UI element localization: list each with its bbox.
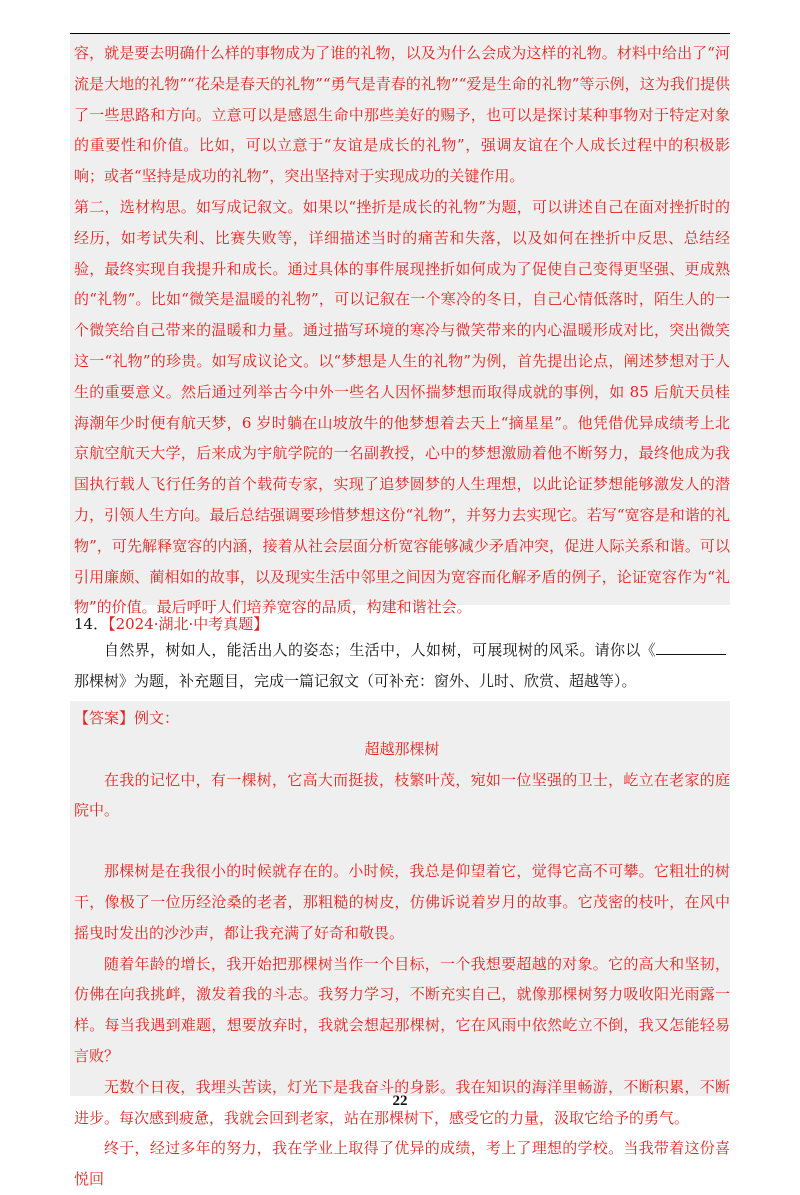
question-source-tag: 【2024·湖北·中考真题】 — [108, 615, 269, 633]
essay-paragraph: 那棵树是在我很小的时候就存在的。小时候，我总是仰望着它，觉得它高不可攀。它粗壮的树干，像极了一位历经沧桑的老者，那粗糙的树皮，仿佛诉说着岁月的故事。它茂密的枝叶，在风中摇曳时发出的沙沙声，都让我充满了好奇和敬畏。 — [74, 862, 730, 942]
analysis-block — [70, 34, 730, 617]
essay-title: 超越那棵树 — [364, 739, 440, 758]
essay-paragraph: 无数个日夜，我埋头苦读，灯光下是我奋斗的身影。我在知识的海洋里畅游，不断积累，不断进步。每次感到疲惫，我就会回到老家，站在那棵树下，感受它的力量，汲取它给予的勇气。 — [74, 1077, 730, 1127]
analysis-paragraph: 第二，选材构思。如写成记叙文。如果以“挫折是成长的礼物”为题，可以讲述自己在面对挫折时的经历，如考试失利、比赛失败等，详细描述当时的痛苦和失落，以及如何在挫折中反思、总结经验，最终实现自我提升和成长。通过具体的事件展现挫折如何成为了促使自己变得更坚强、更成熟的“礼物”。比如“微笑是温暖的礼物”，可以记叙在一个寒冷的冬日，自己心情低落时，陌生人的一个微笑给自己带来的温暖和力量。通过描写环境的寒冷与微笑带来的内心温暖形成对比，突出微笑这一“礼物”的珍贵。如写成议论文。以“梦想是人生的礼物”为例，首先提出论点，阐述梦想对于人生的重要意义。然后通过列举古今中外一些名人因怀揣梦想而取得成就的事例，如 85 后航天员桂海潮年少时便有航天梦，6 岁时躺在山坡放牛的他梦想着去天上“摘星星”。他凭借优异成绩考上北京航空航天大学，后来成为宇航学院的一名副教授，心中的梦想激励着他不断努力，最终他成为我国执行载人飞行任务的首个载荷专家，实现了追梦圆梦的人生理想，以此论证梦想能够激发人的潜力，引领人生方向。最后总结强调要珍惜梦想这份“礼物”，并努力去实现它。若写“宽容是和谐的礼物”，可先解释宽容的内涵，接着从社会层面分析宽容能够减少矛盾冲突，促进人际关系和谐。可以引用廉颇、蔺相如的故事，以及现实生活中邻里之间因为宽容而化解矛盾的例子，论证宽容作为“礼物”的价值。最后呼吁人们培养宽容的品质，构建和谐社会。 — [74, 197, 730, 617]
prompt-text-start: 自然界，树如人，能活出人的姿态；生活中，人如树，可展现树的风采。请你以《 — [104, 641, 656, 659]
title-blank — [656, 640, 726, 655]
page-number: 22 — [392, 1093, 408, 1109]
essay-paragraph: 终于，经过多年的努力，我在学业上取得了优异的成绩，考上了理想的学校。当我带着这份喜悦回 — [74, 1139, 730, 1189]
essay-paragraph: 在我的记忆中，有一棵树，它高大而挺拔，枝繁叶茂，宛如一位坚强的卫士，屹立在老家的庭院中。 — [74, 770, 730, 820]
essay-paragraph: 随着年龄的增长，我开始把那棵树当作一个目标，一个我想要超越的对象。它的高大和坚韧，仿佛在向我挑衅，激发着我的斗志。我努力学习，不断充实自己，就像那棵树努力吸收阳光雨露一样。每当我遇到难题，想要放弃时，我就会想起那棵树，它在风雨中依然屹立不倒，我又怎能轻易言败？ — [74, 954, 730, 1065]
question-number: 14． — [74, 615, 109, 633]
answer-heading — [74, 703, 730, 734]
question-prompt — [74, 635, 726, 697]
paragraph-gap — [74, 826, 730, 856]
analysis-paragraph: 容，就是要去明确什么样的事物成为了谁的礼物，以及为什么会成为这样的礼物。材料中给出了“河流是大地的礼物”“花朵是春天的礼物”“勇气是青春的礼物”“爱是生命的礼物”等示例，这为我们提供了一些思路和方向。立意可以是感恩生命中那些美好的赐予，也可以是探讨某种事物对于特定对象的重要性和价值。比如，可以立意于“友谊是成长的礼物”，强调友谊在个人成长过程中的积极影响；或者“坚持是成功的礼物”，突出坚持对于实现成功的关键作用。 — [74, 44, 730, 186]
answer-tag: 【答案】 — [74, 709, 135, 727]
prompt-text-end: 那棵树》为题，补充题目，完成一篇记叙文（可补充：窗外、儿时、欣赏、超越等）。 — [74, 672, 637, 690]
answer-lead: 例文： — [134, 709, 180, 727]
